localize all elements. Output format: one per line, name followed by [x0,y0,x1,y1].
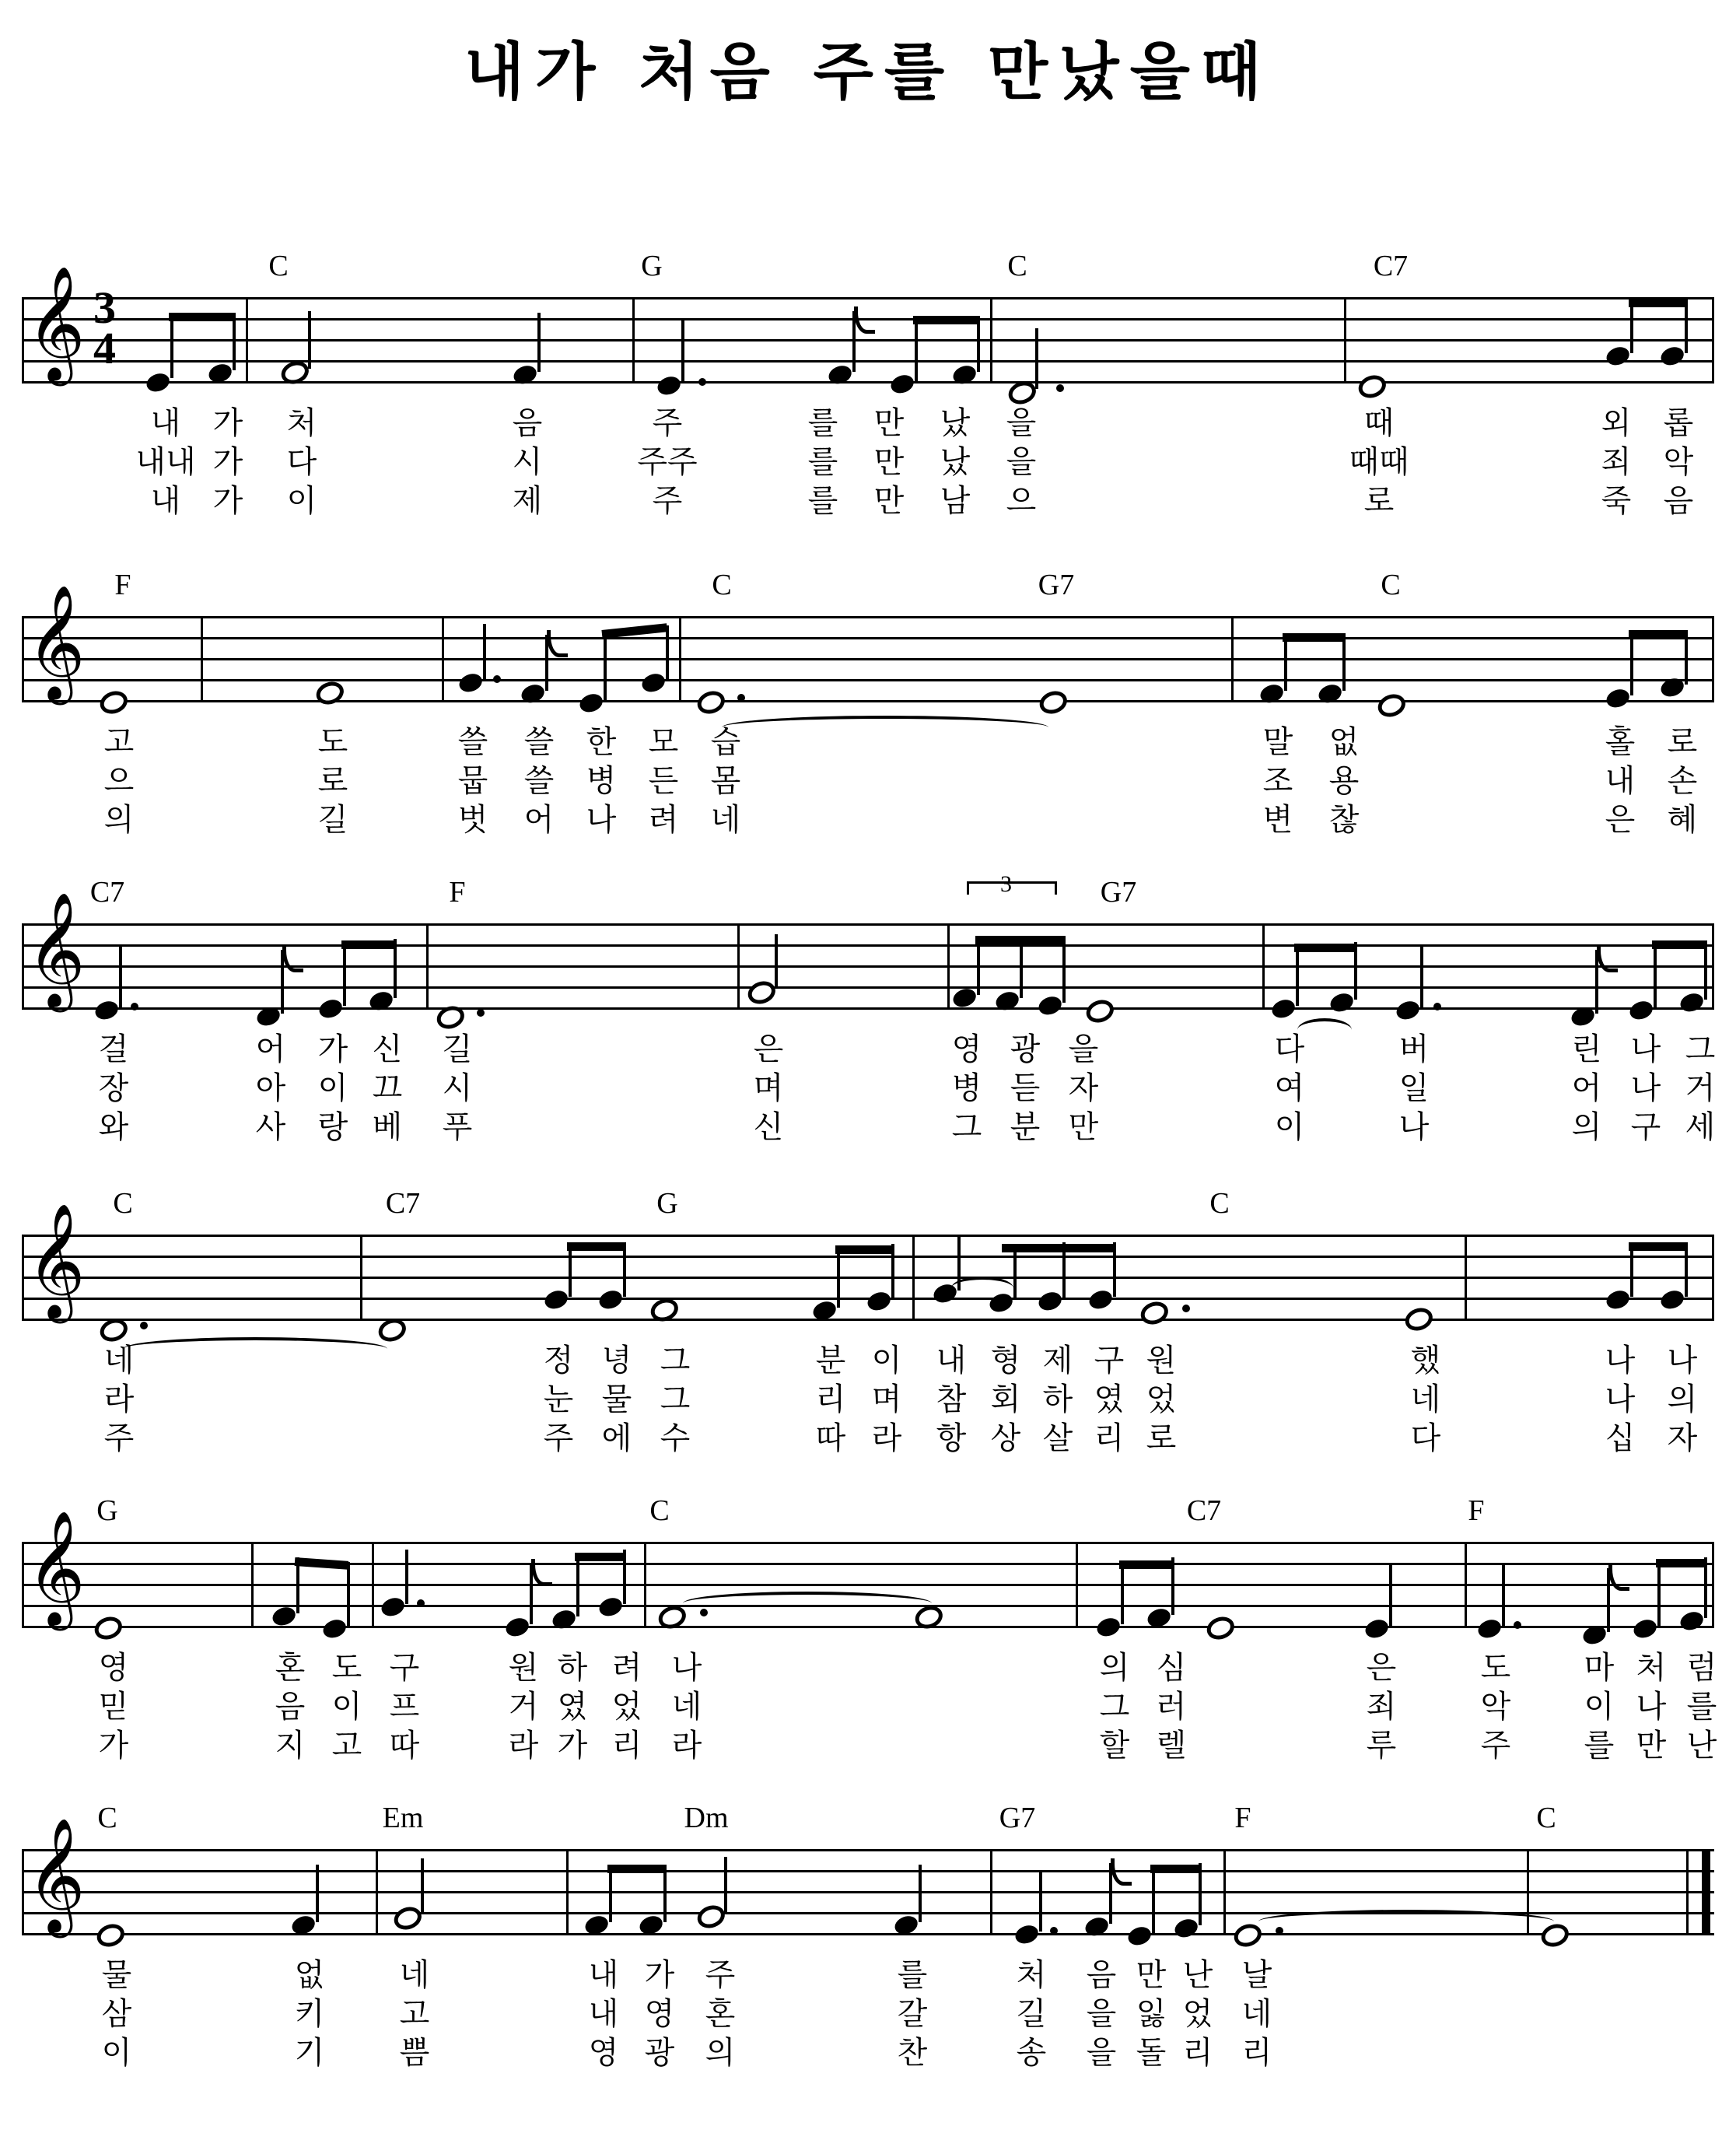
lyric-syllable: 을 [1006,444,1037,480]
lyric-syllable: 모 [648,724,679,760]
lyric-syllable: 만 [873,444,905,480]
lyric-syllable: 죄 [1366,1689,1397,1725]
lyric-syllable: 삼 [101,1996,132,2032]
lyric-syllable: 이 [1274,1109,1305,1145]
lyric-syllable: 없 [1328,724,1360,760]
lyric-syllable: 길 [1016,1996,1047,2032]
lyric-syllable: 려 [611,1650,642,1686]
lyric-syllable: 났 [940,405,971,441]
lyric-syllable: 루 [1366,1728,1397,1763]
lyric-syllable: 을 [1068,1031,1099,1067]
lyric-syllable: 으 [1006,483,1037,519]
lyric-syllable: 물 [601,1382,632,1417]
lyric-syllable: 걸 [98,1031,129,1067]
lyric-syllable: 을 [1086,1996,1117,2032]
lyric-syllable: 였 [557,1689,588,1725]
lyric-syllable: 조 [1262,763,1293,799]
lyric-syllable: 도 [331,1650,362,1686]
chord-symbol: C7 [385,1187,421,1220]
lyrics-block-2 [22,717,1714,842]
lyric-syllable: 라 [671,1728,702,1763]
lyric-syllable: 뭅 [457,763,488,799]
staff-lines [22,923,1714,1010]
lyric-syllable: 었 [1146,1382,1177,1417]
lyric-syllable: 시 [442,1070,473,1106]
lyric-syllable: 이 [331,1689,362,1725]
lyrics-block-3 [22,1024,1714,1149]
lyric-syllable: 음 [512,405,543,441]
lyric-syllable: 롭 [1663,405,1694,441]
tuplet-number: 3 [1000,871,1012,897]
lyric-syllable: 상 [990,1420,1021,1456]
lyric-syllable: 만 [873,405,905,441]
treble-clef-icon: 𝄞 [26,584,86,700]
lyric-syllable: 만 [873,483,905,519]
lyric-syllable: 그 [1099,1689,1130,1725]
music-system-5 [22,1494,1717,1767]
lyric-syllable: 나 [1605,1343,1636,1378]
lyric-syllable: 죄 [1601,444,1632,480]
lyric-syllable: 의 [1099,1650,1130,1686]
lyric-syllable: 를 [807,483,838,519]
lyric-syllable: 만 [1068,1109,1099,1145]
lyric-syllable: 광 [1010,1031,1041,1067]
lyric-syllable: 아 [255,1070,286,1106]
lyric-syllable: 린 [1571,1031,1602,1067]
lyric-syllable: 송 [1016,2035,1047,2071]
lyric-syllable: 길 [317,802,348,838]
lyric-syllable: 십 [1605,1420,1636,1456]
lyric-syllable: 쓸 [523,763,555,799]
lyric-syllable: 리 [611,1728,642,1763]
lyric-syllable: 그 [660,1382,691,1417]
chord-symbol: C [97,1802,117,1834]
lyric-syllable: 로 [1667,724,1698,760]
lyric-syllable: 듣 [1010,1070,1041,1106]
lyric-syllable: 하 [1042,1382,1073,1417]
lyric-syllable: 었 [611,1689,642,1725]
lyric-syllable: 눈 [543,1382,574,1417]
lyric-syllable: 리 [815,1382,846,1417]
lyric-syllable: 외 [1601,405,1632,441]
lyric-syllable: 의 [705,2035,736,2071]
lyric-syllable: 장 [98,1070,129,1106]
lyric-syllable: 정 [543,1343,574,1378]
lyric-syllable: 물 [101,1957,132,1993]
lyric-syllable: 그 [951,1109,982,1145]
lyric-syllable: 악 [1480,1689,1511,1725]
lyric-syllable: 회 [990,1382,1021,1417]
lyric-syllable: 변 [1262,802,1293,838]
lyric-syllable: 찮 [1328,802,1360,838]
lyric-syllable: 홀 [1605,724,1636,760]
lyric-syllable: 때 [1363,405,1395,441]
lyric-syllable: 처 [1636,1650,1667,1686]
lyric-syllable: 한 [586,724,617,760]
lyric-syllable: 처 [286,405,317,441]
chord-symbol: G [641,250,663,282]
lyric-syllable: 버 [1398,1031,1430,1067]
lyric-syllable: 주 [652,405,683,441]
lyric-syllable: 내 [150,405,181,441]
lyric-syllable: 였 [1094,1382,1125,1417]
lyric-syllable: 를 [1686,1689,1717,1725]
lyric-syllable: 나 [1667,1343,1698,1378]
lyric-syllable: 를 [807,444,838,480]
lyrics-block-6 [22,1950,1714,2075]
lyric-syllable: 분 [1010,1109,1041,1145]
lyric-syllable: 었 [1182,1996,1213,2032]
lyric-syllable: 나 [1630,1031,1661,1067]
lyric-syllable: 벗 [457,802,488,838]
lyric-syllable: 영 [588,2035,619,2071]
lyric-syllable: 럼 [1686,1650,1717,1686]
chord-symbol: F [1234,1802,1251,1834]
lyric-syllable: 나 [1630,1070,1661,1106]
lyric-syllable: 고 [331,1728,362,1763]
lyric-syllable: 은 [1605,802,1636,838]
lyric-syllable: 난 [1686,1728,1717,1763]
chord-symbol: F [114,569,131,601]
lyric-syllable: 네 [103,1343,135,1378]
lyric-syllable: 주 [543,1420,574,1456]
lyric-syllable: 푸 [442,1109,473,1145]
lyric-syllable: 악 [1663,444,1694,480]
lyric-syllable: 가 [98,1728,129,1763]
chord-symbol: C7 [89,876,125,909]
lyric-syllable: 잃 [1136,1996,1167,2032]
lyric-syllable: 따 [815,1420,846,1456]
lyric-syllable: 몸 [710,763,741,799]
lyric-syllable: 가 [212,405,243,441]
lyric-syllable: 을 [1086,2035,1117,2071]
lyric-syllable: 영 [98,1650,129,1686]
lyric-syllable: 만 [1136,1957,1167,1993]
chord-symbol: C [712,569,732,601]
lyric-syllable: 용 [1328,763,1360,799]
lyric-syllable: 어 [1571,1070,1602,1106]
lyric-syllable: 이 [101,2035,132,2071]
treble-clef-icon: 𝄞 [26,265,86,381]
lyric-syllable: 은 [753,1031,784,1067]
lyric-syllable: 나 [1636,1689,1667,1725]
lyric-syllable: 주 [705,1957,736,1993]
lyric-syllable: 을 [1006,405,1037,441]
lyric-syllable: 으 [103,763,135,799]
lyric-syllable: 내 [588,1996,619,2032]
lyric-syllable: 처 [1016,1957,1047,1993]
lyric-syllable: 내 [1605,763,1636,799]
lyric-syllable: 때때 [1349,444,1409,480]
lyric-syllable: 원 [508,1650,539,1686]
lyric-syllable: 신 [753,1109,784,1145]
lyric-syllable: 녕 [601,1343,632,1378]
lyric-syllable: 리 [1094,1420,1125,1456]
chord-symbol: Dm [684,1802,729,1834]
lyric-syllable: 리 [1241,2035,1272,2071]
chord-row-1 [22,249,1714,283]
lyric-syllable: 와 [98,1109,129,1145]
lyric-syllable: 그 [1685,1031,1716,1067]
treble-clef-icon: 𝄞 [26,1203,86,1319]
lyric-syllable: 내내 [135,444,196,480]
lyric-syllable: 만 [1636,1728,1667,1763]
lyric-syllable: 사 [255,1109,286,1145]
lyric-syllable: 나 [671,1650,702,1686]
lyric-syllable: 를 [1584,1728,1615,1763]
lyric-syllable: 구 [1630,1109,1661,1145]
chord-row-4 [22,1186,1714,1221]
lyric-syllable: 러 [1156,1689,1187,1725]
lyrics-block-1 [22,398,1714,523]
lyric-syllable: 이 [286,483,317,519]
lyric-syllable: 가 [212,483,243,519]
lyric-syllable: 일 [1398,1070,1430,1106]
lyric-syllable: 며 [871,1382,902,1417]
lyric-syllable: 의 [1667,1382,1698,1417]
lyric-syllable: 수 [660,1420,691,1456]
lyric-syllable: 믿 [98,1689,129,1725]
lyric-syllable: 베 [372,1109,403,1145]
chord-symbol: G7 [1100,876,1137,909]
chord-symbol: G [656,1187,678,1220]
lyric-syllable: 네 [1410,1382,1441,1417]
lyric-syllable: 다 [286,444,317,480]
lyric-syllable: 참 [936,1382,967,1417]
lyric-syllable: 내 [588,1957,619,1993]
lyric-syllable: 고 [399,1996,430,2032]
lyric-syllable: 프 [389,1689,420,1725]
chord-symbol: C [1381,569,1401,601]
lyric-syllable: 그 [660,1343,691,1378]
lyric-syllable: 렐 [1156,1728,1187,1763]
lyric-syllable: 주 [103,1420,135,1456]
lyric-syllable: 병 [586,763,617,799]
lyric-syllable: 날 [1241,1957,1272,1993]
lyric-syllable: 네 [671,1689,702,1725]
lyric-syllable: 살 [1042,1420,1073,1456]
lyric-syllable: 이 [1584,1689,1615,1725]
lyric-syllable: 로 [1146,1420,1177,1456]
lyric-syllable: 혼 [275,1650,306,1686]
lyric-syllable: 어 [523,802,555,838]
lyric-syllable: 할 [1099,1728,1130,1763]
lyric-syllable: 끄 [372,1070,403,1106]
lyric-syllable: 네 [1241,1996,1272,2032]
lyric-syllable: 든 [648,763,679,799]
lyric-syllable: 쁨 [399,2035,430,2071]
lyric-syllable: 마 [1584,1650,1615,1686]
lyric-syllable: 주 [652,483,683,519]
chord-row-3 [22,871,1714,909]
chord-symbol: F [449,876,466,909]
chord-symbol: C [649,1494,670,1527]
lyric-syllable: 라 [871,1420,902,1456]
lyric-syllable: 구 [1094,1343,1125,1378]
lyric-syllable: 도 [317,724,348,760]
lyric-syllable: 도 [1480,1650,1511,1686]
chord-row-5 [22,1494,1714,1528]
lyric-syllable: 원 [1146,1343,1177,1378]
lyric-syllable: 의 [1571,1109,1602,1145]
lyric-syllable: 이 [871,1343,902,1378]
lyric-syllable: 에 [601,1420,632,1456]
lyric-syllable: 제 [1042,1343,1073,1378]
music-system-2 [22,568,1714,842]
treble-clef-icon: 𝄞 [26,1510,86,1626]
lyric-syllable: 네 [710,802,741,838]
lyric-syllable: 를 [897,1957,928,1993]
music-system-3 [22,871,1716,1149]
chord-symbol: Em [382,1802,424,1834]
chord-symbol: C [1007,250,1027,282]
lyric-syllable: 라 [103,1382,135,1417]
lyric-syllable: 따 [389,1728,420,1763]
staff-lines [22,616,1714,703]
lyric-syllable: 쓸 [523,724,555,760]
lyric-syllable: 제 [512,483,543,519]
lyric-syllable: 혜 [1667,802,1698,838]
lyric-syllable: 분 [815,1343,846,1378]
lyric-syllable: 손 [1667,763,1698,799]
lyric-syllable: 주주 [637,444,698,480]
lyric-syllable: 거 [508,1689,539,1725]
lyric-syllable: 시 [512,444,543,480]
treble-clef-icon: 𝄞 [26,1817,86,1933]
lyric-syllable: 하 [557,1650,588,1686]
lyric-syllable: 쓸 [457,724,488,760]
lyric-syllable: 음 [1663,483,1694,519]
lyric-syllable: 자 [1667,1420,1698,1456]
time-signature: 3 4 [93,282,116,373]
lyric-syllable: 병 [951,1070,982,1106]
lyric-syllable: 가 [212,444,243,480]
lyric-syllable: 의 [103,802,135,838]
lyric-syllable: 갈 [897,1996,928,2032]
lyric-syllable: 내 [150,483,181,519]
lyric-syllable: 광 [644,2035,675,2071]
lyric-syllable: 나 [1398,1109,1430,1145]
lyric-syllable: 했 [1410,1343,1441,1378]
lyric-syllable: 돌 [1136,2035,1167,2071]
page-title: 내가 처음 주를 만났을때 [464,36,1272,108]
lyric-syllable: 를 [807,405,838,441]
chord-symbol: C7 [1186,1494,1222,1527]
lyric-syllable: 음 [1086,1957,1117,1993]
lyric-syllable: 가 [644,1957,675,1993]
lyric-syllable: 리 [1182,2035,1213,2071]
lyric-syllable: 이 [317,1070,348,1106]
lyric-syllable: 은 [1366,1650,1397,1686]
chord-symbol: C [1209,1187,1230,1220]
lyric-syllable: 항 [936,1420,967,1456]
lyric-syllable: 다 [1274,1031,1305,1067]
lyric-syllable: 남 [940,483,971,519]
chord-symbol: C [1536,1802,1556,1834]
lyric-syllable: 길 [442,1031,473,1067]
lyric-syllable: 죽 [1601,483,1632,519]
lyric-syllable: 기 [294,2035,325,2071]
lyric-syllable: 내 [936,1343,967,1378]
chord-symbol: F [1468,1494,1485,1527]
lyrics-block-4 [22,1336,1714,1460]
lyric-syllable: 혼 [705,1996,736,2032]
lyric-syllable: 나 [1605,1382,1636,1417]
lyric-syllable: 로 [1363,483,1395,519]
lyric-syllable: 며 [753,1070,784,1106]
music-system-6 [22,1801,1714,2075]
lyric-syllable: 난 [1182,1957,1213,1993]
lyric-syllable: 거 [1685,1070,1716,1106]
lyric-syllable: 어 [255,1031,286,1067]
chord-symbol: C [268,250,289,282]
lyric-syllable: 심 [1156,1650,1187,1686]
chord-symbol: C7 [1373,250,1409,282]
chord-row-2 [22,568,1714,602]
lyric-syllable: 여 [1274,1070,1305,1106]
lyric-syllable: 키 [294,1996,325,2032]
lyric-syllable: 랑 [317,1109,348,1145]
lyric-syllable: 지 [275,1728,306,1763]
chord-row-6 [22,1801,1714,1835]
lyric-syllable: 가 [557,1728,588,1763]
chord-symbol: G [96,1494,118,1527]
lyric-syllable: 습 [710,724,741,760]
lyric-syllable: 말 [1262,724,1293,760]
lyric-syllable: 자 [1068,1070,1099,1106]
music-system-4 [22,1186,1714,1460]
lyric-syllable: 나 [586,802,617,838]
chord-symbol: G7 [999,1802,1036,1834]
treble-clef-icon: 𝄞 [26,891,86,1007]
lyric-syllable: 주 [1480,1728,1511,1763]
lyric-syllable: 형 [990,1343,1021,1378]
lyric-syllable: 구 [389,1650,420,1686]
lyric-syllable: 음 [275,1689,306,1725]
music-system-1 [22,249,1714,523]
lyric-syllable: 네 [399,1957,430,1993]
lyric-syllable: 로 [317,763,348,799]
lyric-syllable: 없 [294,1957,325,1993]
lyric-syllable: 찬 [897,2035,928,2071]
lyric-syllable: 영 [644,1996,675,2032]
lyric-syllable: 세 [1685,1109,1716,1145]
lyric-syllable: 려 [648,802,679,838]
lyric-syllable: 났 [940,444,971,480]
lyric-syllable: 고 [103,724,135,760]
lyric-syllable: 신 [372,1031,403,1067]
lyrics-block-5 [22,1643,1717,1767]
lyric-syllable: 다 [1410,1420,1441,1456]
lyric-syllable: 라 [508,1728,539,1763]
chord-symbol: C [113,1187,133,1220]
lyric-syllable: 가 [317,1031,348,1067]
lyric-syllable: 영 [951,1031,982,1067]
chord-symbol: G7 [1038,569,1075,601]
